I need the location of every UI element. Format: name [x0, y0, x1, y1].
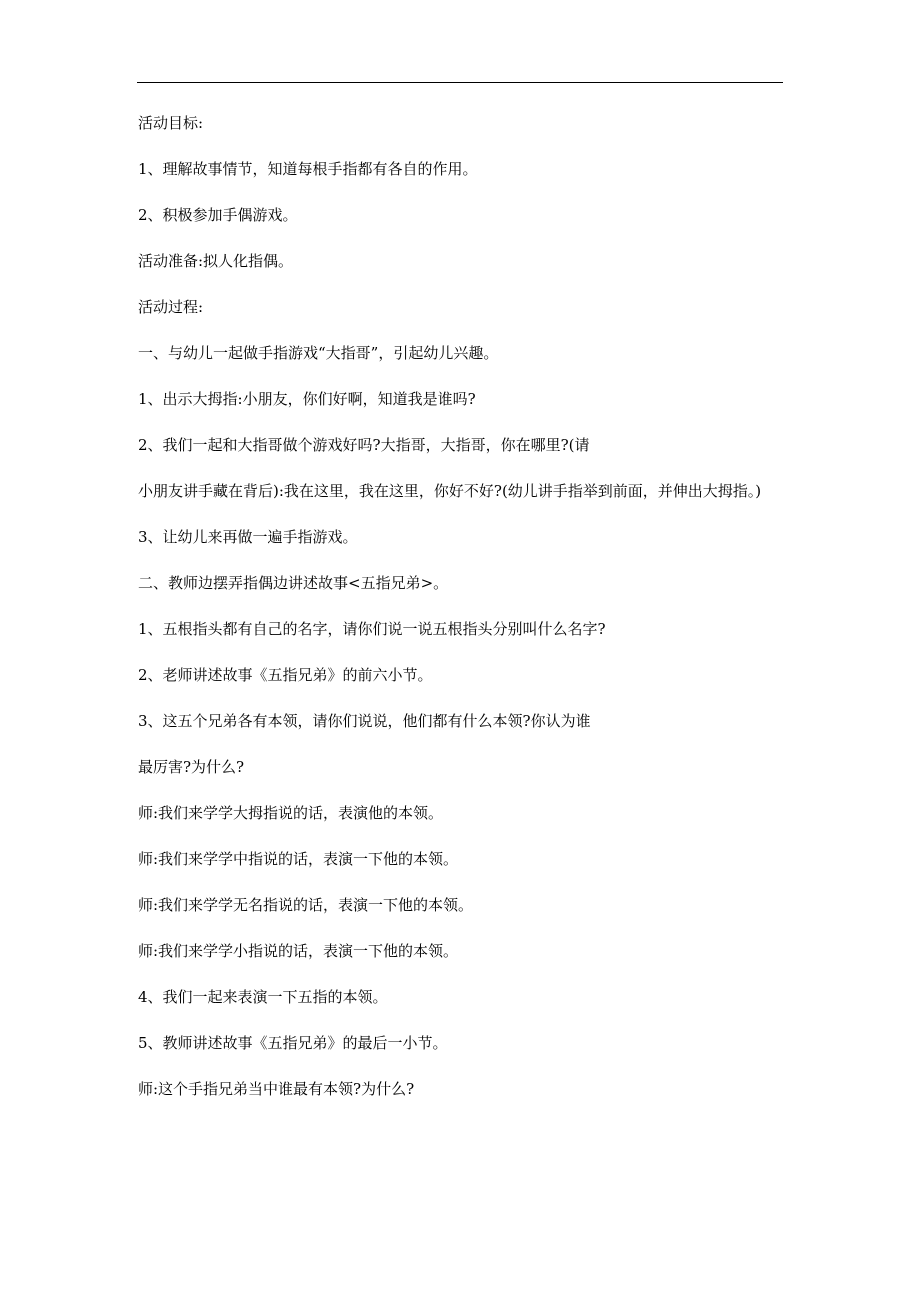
- process-substep-1-2: 2、我们一起和大指哥做个游戏好吗?大指哥，大指哥，你在哪里?(请: [138, 436, 590, 454]
- process-substep-2-5: 5、教师讲述故事《五指兄弟》的最后一小节。: [138, 1034, 448, 1052]
- process-step-2: 二、教师边摆弄指偶边讲述故事<五指兄弟>。: [138, 574, 449, 592]
- teacher-line-little: 师:我们来学学小指说的话，表演一下他的本领。: [138, 942, 459, 960]
- process-substep-2-4: 4、我们一起来表演一下五指的本领。: [138, 988, 388, 1006]
- goal-item-1: 1、理解故事情节，知道每根手指都有各自的作用。: [138, 160, 478, 178]
- process-substep-1-2-cont: 小朋友讲手藏在背后):我在这里，我在这里，你好不好?(幼儿讲手指举到前面，并伸出大拇指。): [138, 482, 762, 500]
- process-substep-1-1: 1、出示大拇指:小朋友，你们好啊，知道我是谁吗?: [138, 390, 476, 408]
- goal-item-2: 2、积极参加手偶游戏。: [138, 206, 298, 224]
- teacher-line-thumb: 师:我们来学学大拇指说的话，表演他的本领。: [138, 804, 444, 822]
- section-heading-process: 活动过程:: [138, 298, 204, 316]
- preparation-line: 活动准备:拟人化指偶。: [138, 252, 294, 270]
- header-rule: [137, 82, 783, 83]
- process-substep-2-3: 3、这五个兄弟各有本领，请你们说说，他们都有什么本领?你认为谁: [138, 712, 591, 730]
- process-substep-2-1: 1、五根指头都有自己的名字，请你们说一说五根指头分别叫什么名字?: [138, 620, 606, 638]
- teacher-line-middle: 师:我们来学学中指说的话，表演一下他的本领。: [138, 850, 459, 868]
- process-substep-2-2: 2、老师讲述故事《五指兄弟》的前六小节。: [138, 666, 433, 684]
- teacher-line-question: 师:这个手指兄弟当中谁最有本领?为什么?: [138, 1080, 415, 1098]
- process-substep-2-3-cont: 最厉害?为什么?: [138, 758, 245, 776]
- section-heading-goals: 活动目标:: [138, 114, 204, 132]
- process-substep-1-3: 3、让幼儿来再做一遍手指游戏。: [138, 528, 358, 546]
- process-step-1: 一、与幼儿一起做手指游戏“大指哥”，引起幼儿兴趣。: [138, 344, 499, 362]
- document-body: [138, 112, 784, 1124]
- teacher-line-ring: 师:我们来学学无名指说的话，表演一下他的本领。: [138, 896, 474, 914]
